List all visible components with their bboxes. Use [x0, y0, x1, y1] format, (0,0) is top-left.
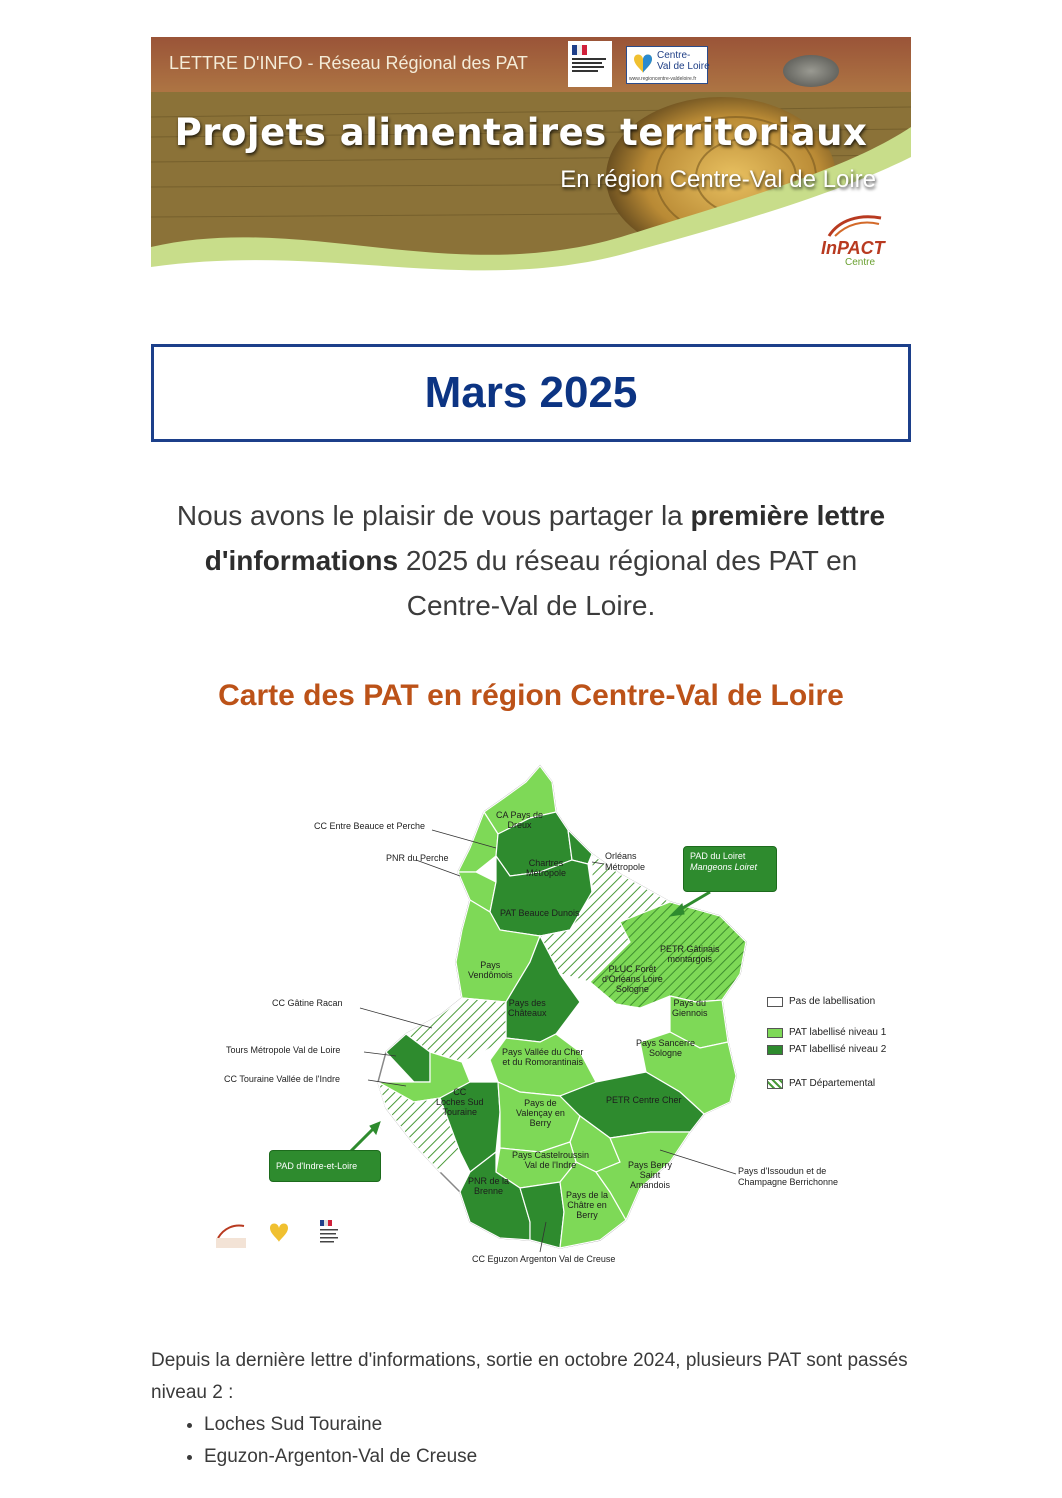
label-cc-touraine: CC Touraine Vallée de l'Indre: [224, 1074, 340, 1084]
label-berry-st-amand: Pays Berry Saint Amandois: [628, 1160, 673, 1190]
callout-pad-loiret: [683, 846, 777, 892]
banner-subtitle: En région Centre-Val de Loire: [560, 166, 876, 193]
legend-swatch-departemental: [767, 1079, 783, 1089]
legend-swatch-none: [767, 997, 783, 1007]
intro-text-2: 2025 du réseau régional des PAT en Centre-Val de Loire.: [398, 545, 858, 621]
label-eguzon: CC Eguzon Argenton Val de Creuse: [472, 1254, 616, 1264]
impact-logo-sub: Centre: [845, 257, 876, 268]
label-sancerre: Pays Sancerre Sologne: [636, 1038, 696, 1058]
map-title: Carte des PAT en région Centre-Val de Loire: [218, 679, 844, 712]
label-issoudun: Pays d'Issoudun et de Champagne Berrichonne: [738, 1166, 839, 1187]
banner-field-photo: [151, 37, 911, 287]
label-dreux: CA Pays de Dreux: [496, 810, 544, 830]
legend-label-departemental: PAT Départemental: [789, 1078, 876, 1089]
label-pnr-perche: PNR du Perche: [386, 853, 449, 863]
legend-item-level1: [767, 1027, 886, 1038]
label-chatre: Pays de la Châtre en Berry: [566, 1190, 609, 1220]
callout-pad-loiret-title: PAD du Loiret: [690, 851, 746, 861]
label-orleans: Orléans Métropole: [605, 851, 646, 872]
legend-label-level1: PAT labellisé niveau 1: [789, 1027, 887, 1038]
region-logo-text: Centre- Val de Loire: [657, 50, 710, 72]
pat-region-map: [200, 752, 910, 1277]
impact-logo-text: InPACT: [821, 238, 885, 258]
intro-text-1: Nous avons le plaisir de vous partager la: [176, 500, 691, 531]
banner-kicker: LETTRE D'INFO - Réseau Régional des PAT: [169, 53, 528, 73]
label-cc-gatine: CC Gâtine Racan: [272, 998, 343, 1008]
label-vallee-cher: Pays Vallée du Cher et du Romorantinais: [502, 1047, 584, 1067]
list-item: • Loches Sud Touraine: [204, 1409, 911, 1441]
label-valencay: Pays de Valençay en Berry: [516, 1098, 565, 1128]
label-centre-cher: PETR Centre Cher: [606, 1095, 682, 1105]
impact-centre-logo: [819, 210, 899, 270]
prefecture-logo: [568, 41, 612, 87]
label-castelroussin: Pays Castelroussin Val de l'Indre: [512, 1150, 590, 1170]
label-beauce: PAT Beauce Dunois: [500, 908, 580, 918]
region-centre-logo: [626, 46, 708, 84]
callout-pad-indre-loire: PAD d'Indre-et-Loire: [269, 1150, 381, 1182]
label-tours: Tours Métropole Val de Loire: [226, 1045, 341, 1055]
level2-list: [151, 1409, 911, 1473]
header-banner: [151, 37, 911, 287]
legend-swatch-level1: [767, 1028, 783, 1038]
legend-item-level2: [767, 1044, 886, 1055]
callout-pad-loiret-sub: Mangeons Loiret: [690, 862, 758, 872]
label-gatinais: PETR Gâtinais montargois: [660, 944, 720, 964]
banner-title: Projets alimentaires territoriaux: [174, 111, 868, 154]
legend-item-departemental: [767, 1078, 875, 1089]
map-footer-logos: [216, 1220, 338, 1248]
label-brenne: PNR de la Brenne: [468, 1176, 510, 1196]
map-shapes: [200, 752, 910, 1277]
region-logo-url: www.regioncentre-valdeloire.fr: [629, 76, 697, 82]
intro-paragraph: [160, 493, 902, 628]
label-giennois: Pays du Giennois: [672, 998, 708, 1018]
label-chateaux: Pays des Châteaux: [508, 998, 547, 1018]
label-cc-entre-beauce: CC Entre Beauce et Perche: [314, 821, 426, 831]
legend-label-level2: PAT labellisé niveau 2: [789, 1044, 887, 1055]
issue-month: Mars 2025: [424, 368, 638, 417]
legend-label-none: Pas de labellisation: [789, 996, 876, 1007]
legend-item-none: [767, 996, 875, 1007]
level2-update-text: Depuis la dernière lettre d'informations, sortie en octobre 2024, plusieurs PAT sont passés niveau 2 :: [151, 1350, 908, 1403]
label-chartres: Chartres Métropole: [526, 858, 567, 878]
month-box: [151, 344, 911, 442]
level2-update: [151, 1345, 911, 1473]
legend-swatch-level2: [767, 1045, 783, 1055]
label-loches: CC Loches Sud Touraine: [436, 1087, 484, 1117]
list-item: • Eguzon-Argenton-Val de Creuse: [204, 1441, 911, 1473]
intro-bold: première lettre d'informations: [204, 500, 886, 576]
label-foret: PLUC Forêt d'Orléans Loire Sologne: [602, 964, 663, 994]
label-vendomois: Pays Vendômois: [468, 960, 513, 980]
